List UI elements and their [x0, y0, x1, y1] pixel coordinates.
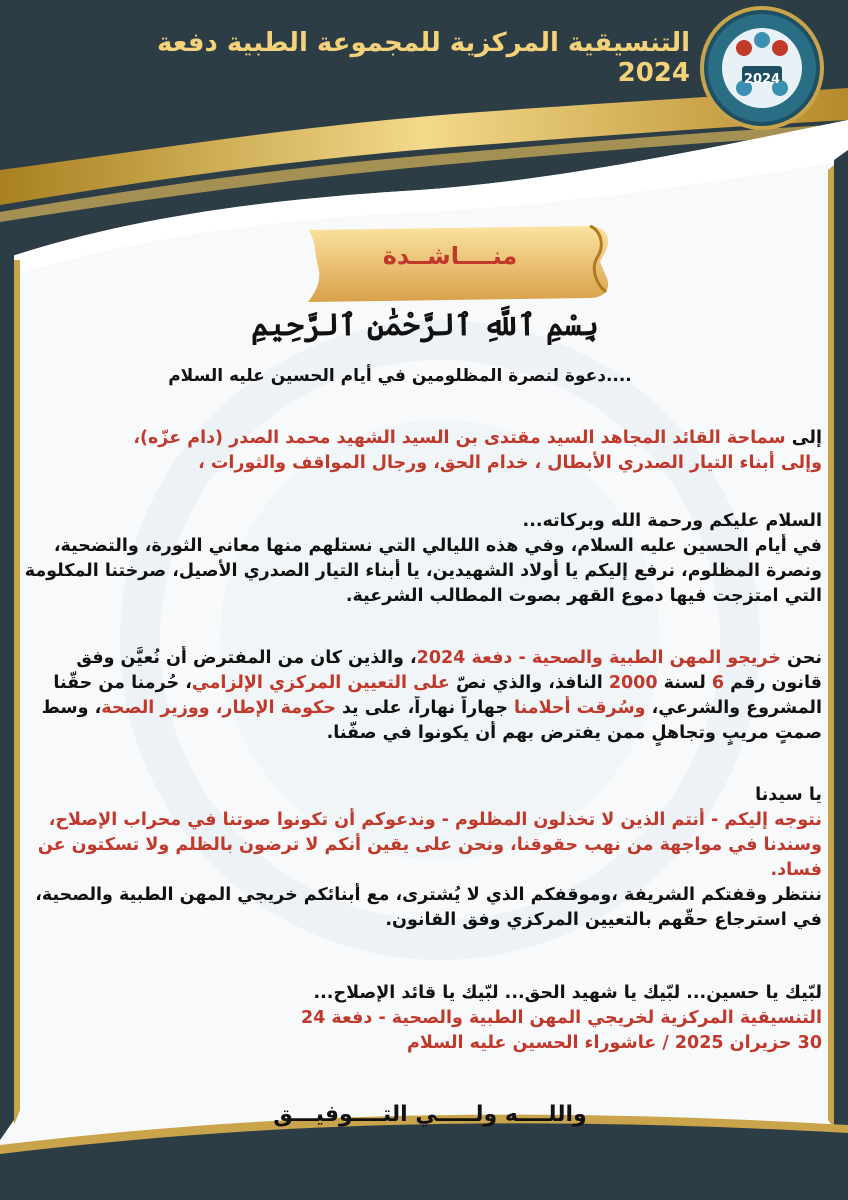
greeting-line-1: السلام عليكم ورحمة الله وبركاته... [522, 511, 822, 531]
claim-highlight: 6 [711, 673, 725, 693]
claim-line-1 [22, 646, 822, 671]
claim-highlight: خريجو المهن الطبية والصحية - دفعة 2024 [416, 648, 781, 668]
greeting-line-3: ونصرة المظلوم، نرفع إليكم يا أولاد الشهيدين، يا أبناء التيار الصدري الأصيل، صرختنا المكلومة [24, 561, 822, 581]
claim-line-4: صمتٍ مريبٍ وتجاهلٍ ممن يفترض بهم أن يكونوا في صفّنا. [326, 723, 822, 743]
claim-text: لسنة [657, 673, 712, 693]
claim-line-3 [22, 696, 822, 721]
claim-text: جهاراً نهاراً، على يد [335, 698, 515, 718]
signoff-line-1: لبّيك يا حسين... لبّيك يا شهيد الحق... لبّيك يا قائد الإصلاح... [313, 983, 822, 1003]
banner-label: منــــاشــدة [382, 242, 518, 270]
logo-emblem-icon [704, 10, 820, 126]
claim-text: ، والذين كان من المفترض أن نُعيَّن وفق [76, 648, 417, 668]
claim-text: قانون رقم [724, 673, 822, 693]
group-logo [700, 6, 824, 130]
appeal-line-4: فساد. [770, 860, 822, 880]
claim-highlight: وسُرقت أحلامنا [514, 698, 646, 718]
appeal-line-2: نتوجه إليكم - أنتم الذين لا تخذلون المظلوم - وندعوكم أن تكونوا صوتنا في محراب الإصلاح، [48, 810, 822, 830]
appeal-line-5: ننتظر وقفتكم الشريفة ،وموقفكم الذي لا يُشترى، مع أبنائكم خريجي المهن الطبية والصحية، [35, 885, 822, 905]
claim-text: نحن [780, 648, 822, 668]
appeal-line-3: وسندنا في مواجهة من نهب حقوقنا، ونحن على يقين أنكم لا ترضون بالظلم ولا تسكتون عن [37, 835, 822, 855]
bismillah: بِسْمِ ٱللَّهِ ٱلرَّحْمَٰنِ ٱلرَّحِيمِ [251, 308, 599, 343]
signoff-block [22, 981, 822, 1056]
claim-highlight: حكومة الإطار، ووزير الصحة [101, 698, 336, 718]
greeting-block [22, 509, 822, 609]
appeal-block [22, 783, 822, 933]
claim-text: ، حُرمنا من حقّنا [53, 673, 192, 693]
greeting-line-2: في أيام الحسين عليه السلام، وفي هذه الليالي التي نستلهم منها معاني الثورة، والتضحية، [53, 536, 822, 556]
claim-text: ، وسط [41, 698, 102, 718]
address-line-1 [22, 426, 822, 451]
address-recipient: سماحة القائد المجاهد السيد مقتدى بن السيد الشهيد محمد الصدر (دام عزّه)، [133, 428, 786, 448]
claim-line-2 [22, 671, 822, 696]
appeal-line-6: في استرجاع حقّهم بالتعيين المركزي وفق القانون. [385, 910, 822, 930]
greeting-line-4: التي امتزجت فيها دموع القهر بصوت المطالب الشرعية. [345, 586, 822, 606]
claim-text: النافذ، والذي نصّ [449, 673, 609, 693]
header-title: التنسيقية المركزية للمجموعة الطبية دفعة 2024 [157, 28, 690, 88]
claim-text: المشروع والشرعي، [645, 698, 822, 718]
address-prefix: إلى [785, 428, 822, 448]
claim-highlight: على التعيين المركزي الإلزامي [191, 673, 450, 693]
subtitle: دعوة لنصرة المظلومين في أيام الحسين عليه السلام.... [168, 366, 632, 386]
claim-highlight: 2000 [608, 673, 658, 693]
logo-year: 2024 [743, 72, 781, 87]
signoff-line-3: 30 حزيران 2025 / عاشوراء الحسين عليه السلام [407, 1033, 822, 1053]
claim-block [22, 646, 822, 746]
address-line-2: وإلى أبناء التيار الصدري الأبطال ، خدام الحق، ورجال المواقف والثورات ، [198, 453, 822, 473]
closing-phrase: واللــــه ولـــــي التــــوفيـــق [273, 1102, 587, 1127]
signoff-line-2: التنسيقية المركزية لخريجي المهن الطبية والصحية - دفعة 24 [300, 1008, 822, 1028]
appeal-line-1: يا سيدنا [755, 785, 822, 805]
address-block [22, 426, 822, 476]
